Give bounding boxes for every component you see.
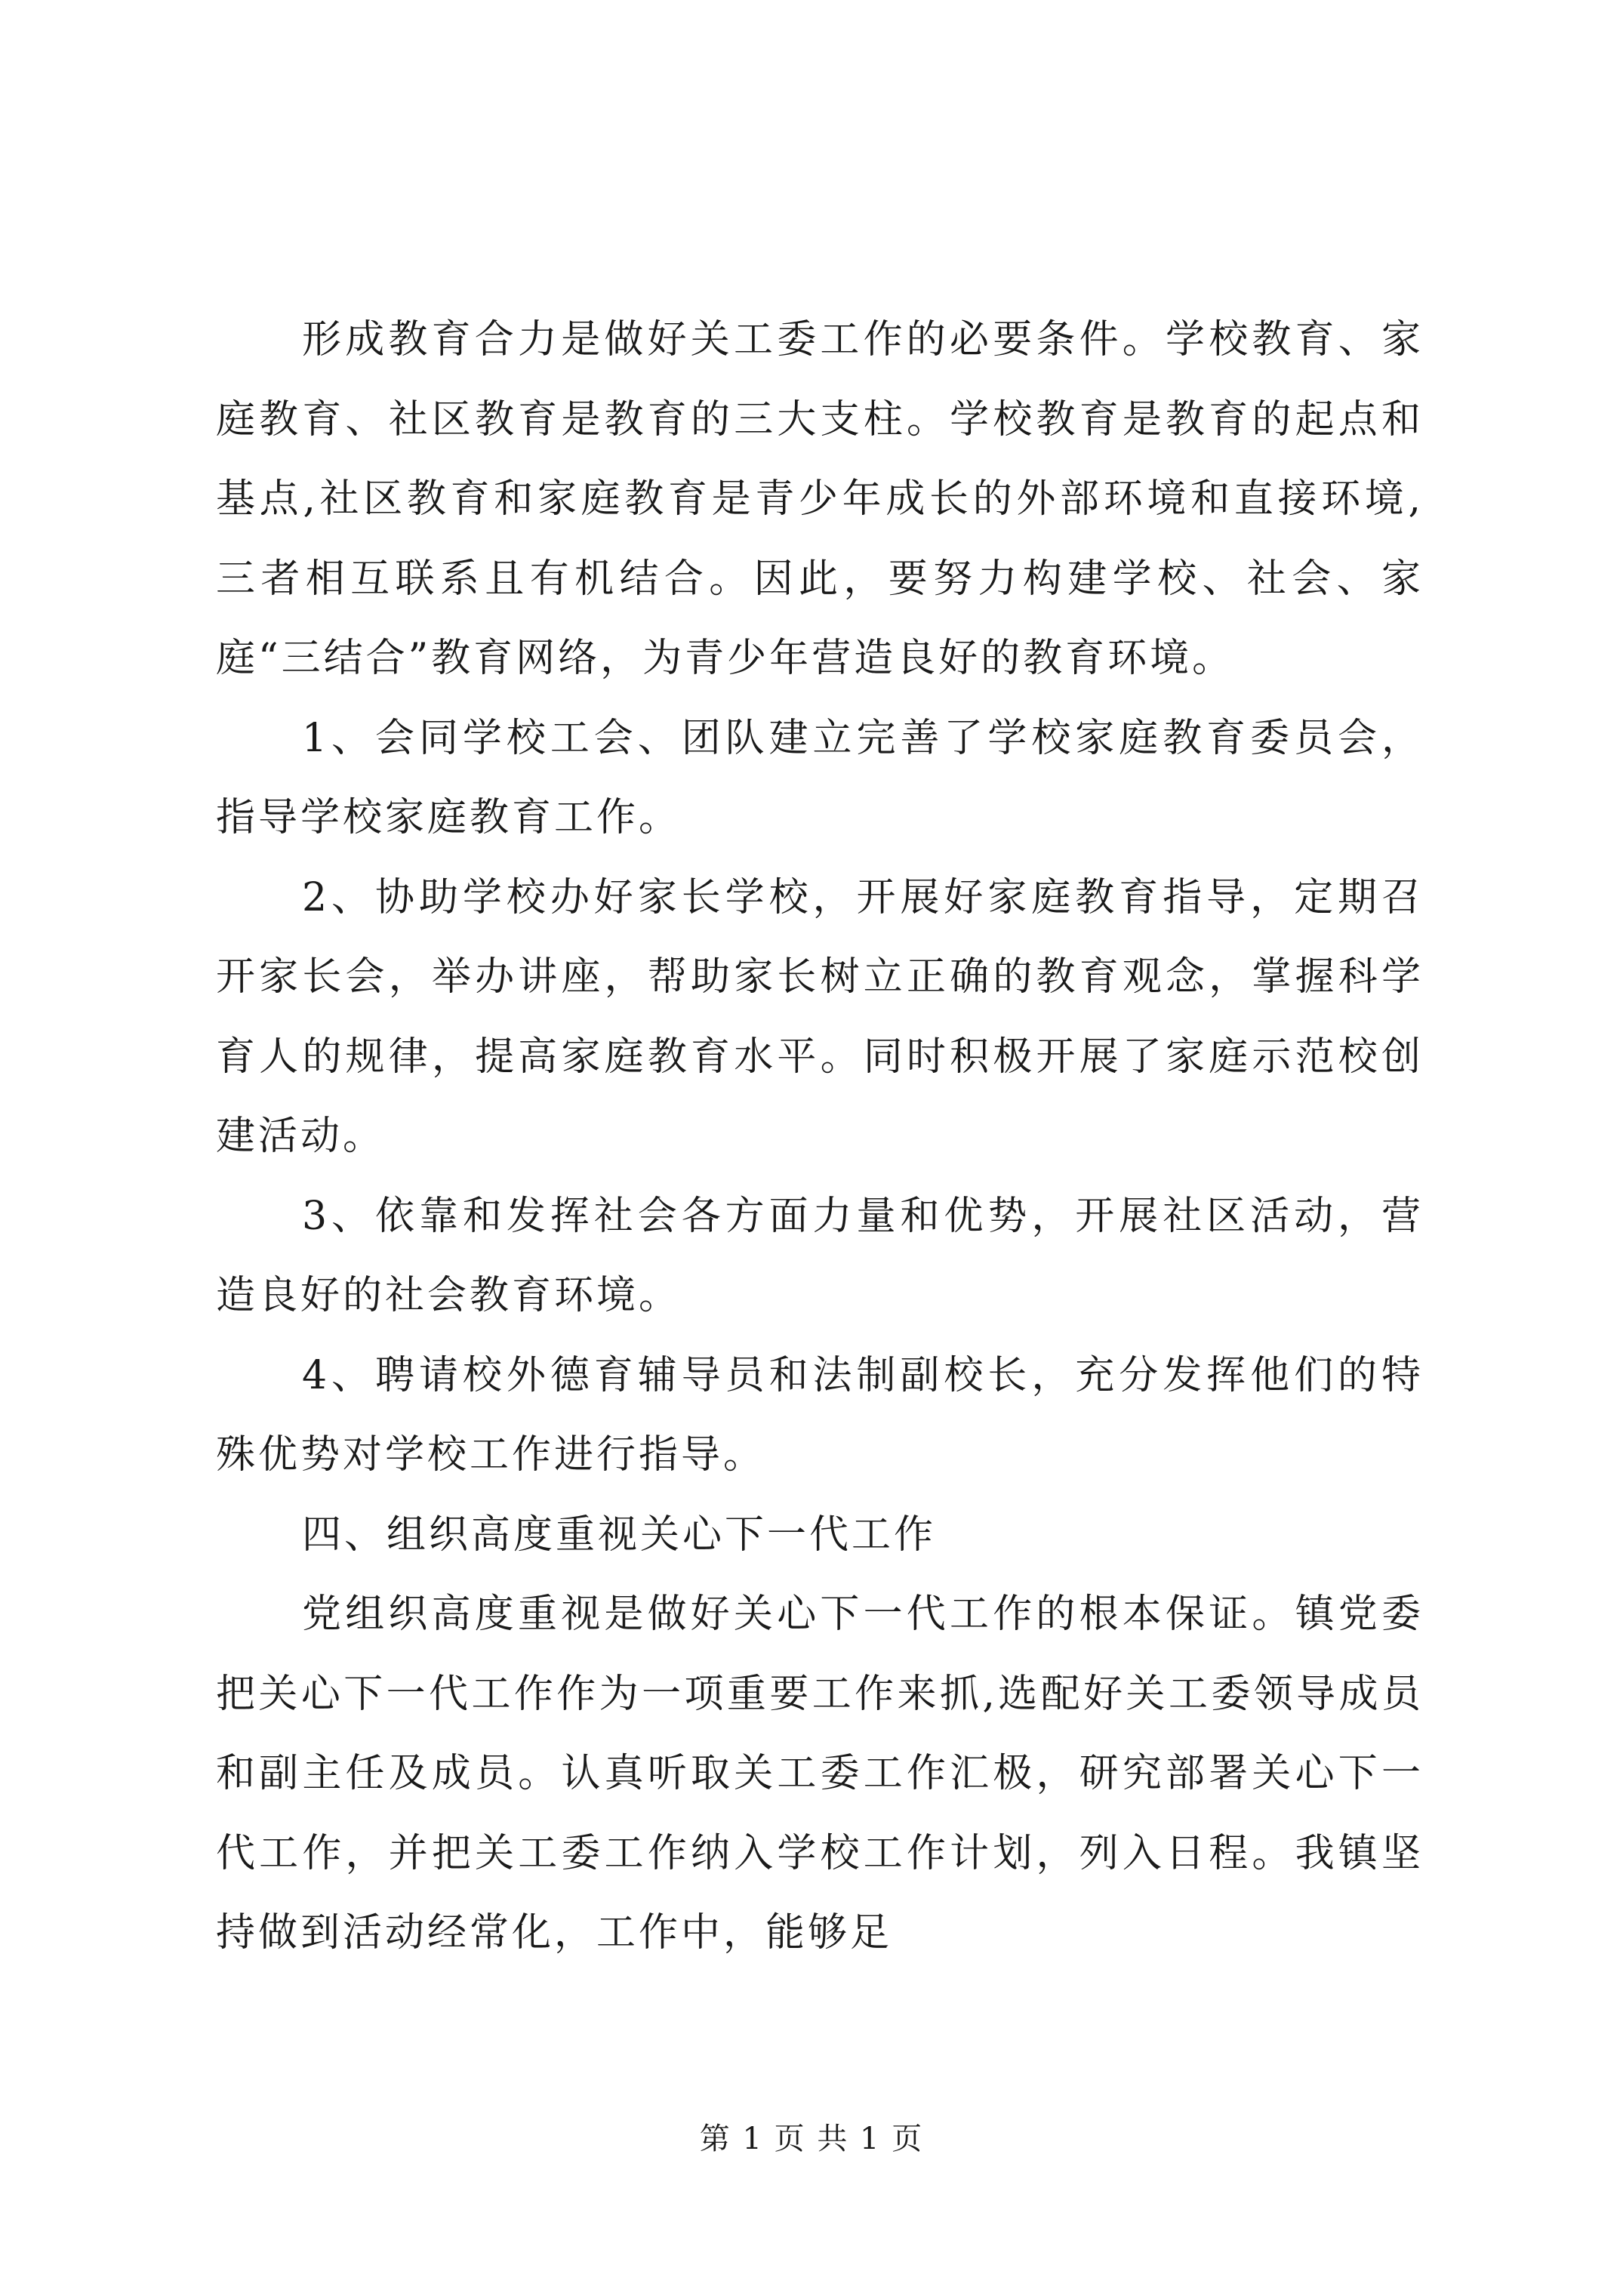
paragraph-party-attention: 党组织高度重视是做好关心下一代工作的根本保证。镇党委把关心下一代工作作为一项重要工作来抓,选配好关工委领导成员和副主任及成员。认真听取关工委工作汇极，研究部署关心下一代工作，并把关工委工作纳入学校工作计划，列入日程。我镇坚持做到活动经常化，工作中，能够足 — [216, 1592, 1424, 1955]
paragraph-item-1: 1、会同学校工会、团队建立完善了学校家庭教育委员会，指导学校家庭教育工作。 — [216, 715, 1424, 840]
page-footer: 第 1 页 共 1 页 — [699, 2122, 924, 2156]
section-heading-4: 四、组织高度重视关心下一代工作 — [302, 1512, 937, 1558]
document-body — [216, 300, 1424, 1974]
paragraph-item-3: 3、依靠和发挥社会各方面力量和优势，开展社区活动，营造良好的社会教育环境。 — [216, 1193, 1424, 1318]
paragraph-education-synergy: 形成教育合力是做好关工委工作的必要条件。学校教育、家庭教育、社区教育是教育的三大支柱。学校教育是教育的起点和基点,社区教育和家庭教育是青少年成长的外部环境和直接环境,三者相互联系且有机结合。因此，要努力构建学校、社会、家庭“三结合”教育网络，为青少年营造良好的教育环境。 — [216, 317, 1424, 681]
paragraph-item-4: 4、聘请校外德育辅导员和法制副校长，充分发挥他们的特殊优势对学校工作进行指导。 — [216, 1352, 1424, 1478]
paragraph-item-2: 2、协助学校办好家长学校，开展好家庭教育指导，定期召开家长会，举办讲座，帮助家长树立正确的教育观念，掌握科学育人的规律，提高家庭教育水平。同时积极开展了家庭示范校创建活动。 — [216, 874, 1424, 1159]
